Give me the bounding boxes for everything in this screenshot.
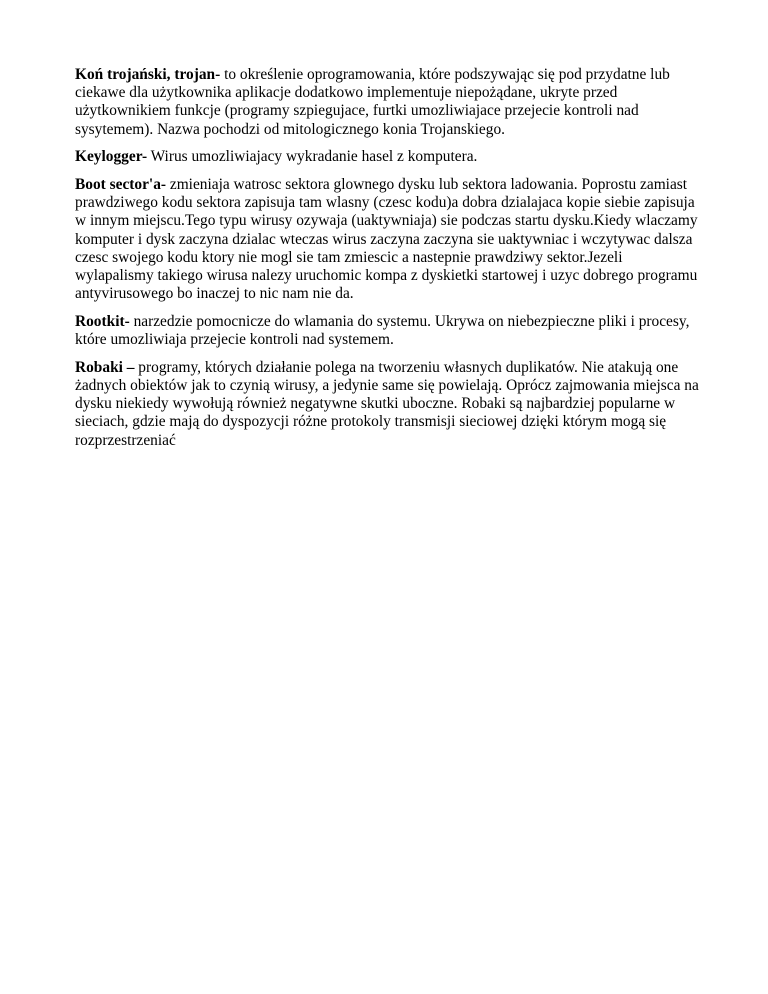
entry-definition: Wirus umozliwiajacy wykradanie hasel z komputera. bbox=[147, 148, 478, 166]
entry-definition: zmieniaja watrosc sektora glownego dysku lub sektora ladowania. Poprostu zamiast prawdziwego kodu sektora zapisuja tam wlasny (czesc kodu)a dobra dzialajaca kopie siebie zapisuja w innym miejscu.Tego typu wirusy ozywaja (uaktywniaja) sie podczas startu dysku.Kiedy wlaczamy komputer i dysk zaczyna dzialac wteczas wirus zaczyna zaczyna sie uaktywniac i wczytywac dalsza czesc swojego kodu ktory nie mogl sie tam zmiescic a nastepnie prawdziwy sektor.Jezeli wylapalismy takiego wirusa nalezy uruchomic kompa z dyskietki startowej i uzyc dobrego programu antyvirusowego bo inaczej to nic nam nie da. bbox=[75, 176, 698, 303]
entry-robaki bbox=[75, 359, 700, 450]
entry-term: Robaki – bbox=[75, 358, 135, 376]
entry-boot-sector bbox=[75, 176, 700, 303]
entry-definition: to określenie oprogramowania, które podszywając się pod przydatne lub ciekawe dla użytkownika aplikacje dodatkowo implementuje niepożądane, ukryte przed użytkownikiem funkcje (programy szpiegujace, furtki umozliwiajace przejecie kontroli nad sysytemem). Nazwa pochodzi od mitologicznego konia Trojanskiego. bbox=[75, 66, 670, 138]
entry-definition: programy, których działanie polega na tworzeniu własnych duplikatów. Nie atakują one żadnych obiektów jak to czynią wirusy, a jedynie same się powielają. Oprócz zajmowania miejsca na dysku niekiedy wywołują również negatywne skutki uboczne. Robaki są najbardziej popularne w sieciach, gdzie mają do dyspozycji różne protokoly transmisji sieciowej dzięki którym mogą się rozprzestrzeniać bbox=[75, 358, 699, 449]
entry-term: Rootkit- bbox=[75, 312, 130, 330]
entry-term: Boot sector'a- bbox=[75, 176, 167, 194]
entry-keylogger bbox=[75, 148, 700, 166]
entry-rootkit bbox=[75, 313, 700, 349]
entry-trojan bbox=[75, 66, 700, 139]
entry-definition: narzedzie pomocnicze do wlamania do systemu. Ukrywa on niebezpieczne pliki i procesy, które umozliwiaja przejecie kontroli nad systemem. bbox=[75, 312, 690, 349]
document-body bbox=[75, 66, 700, 459]
entry-term: Keylogger- bbox=[75, 148, 148, 166]
entry-term: Koń trojański, trojan- bbox=[75, 66, 221, 83]
